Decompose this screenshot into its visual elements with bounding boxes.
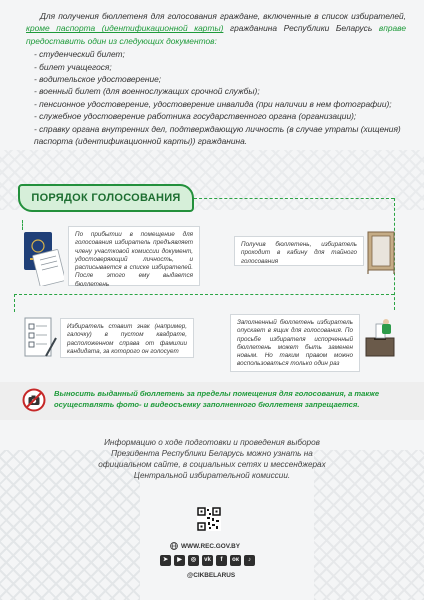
list-item: - пенсионное удостоверение, удостоверение инвалида (при наличии в нем фотографии); [34, 98, 392, 109]
globe-icon [170, 542, 178, 550]
intro-text-c: гражданина Республики Беларусь [229, 23, 373, 34]
step-2-text: Получив бюллетень, избиратель проходит в кабину для тайного голосования [234, 236, 364, 266]
section-title: ПОРЯДОК ГОЛОСОВАНИЯ [18, 184, 194, 212]
flow-connector [14, 294, 15, 312]
list-item: - справку органа внутренних дел, подтверждающую личность (в случае утраты (хищения) паспорта (идентификационной карты)) гражданина. [34, 123, 401, 147]
list-item: - водительское удостоверение; [34, 74, 162, 85]
warning-text: Выносить выданный бюллетень за пределы помещения для голосования, а также осуществлять фото- и видеосъемку заполненного бюллетеня запрещается. [54, 389, 380, 409]
list-item: - военный билет (для военнослужащих срочной службы); [34, 86, 260, 97]
intro-text-a: Для получения бюллетеня для голосования граждане, включенные в список избирателей, [40, 11, 406, 21]
list-item: - служебное удостоверение работника государственного органа (организации); [34, 111, 357, 122]
ornament-right [314, 450, 424, 600]
intro-text-passport: кроме паспорта (идентификационной карты) [26, 23, 224, 34]
no-camera-icon [22, 388, 46, 412]
qr-code-icon[interactable] [197, 507, 221, 531]
ballot-checklist-icon [22, 316, 58, 360]
intro-paragraph [26, 10, 406, 47]
social-links [160, 555, 255, 567]
intro-text-highlight: вправе предоставить один из следующих документов: [26, 23, 406, 46]
website-link[interactable] [170, 541, 260, 551]
voting-booth-icon [366, 230, 396, 274]
ballot-box-icon [362, 318, 398, 360]
facebook-icon[interactable]: f [216, 555, 227, 566]
intro-text-block [26, 10, 406, 147]
website-label: WWW.REC.GOV.BY [181, 542, 241, 550]
info-text: Информацию о ходе подготовки и проведения выборов Президента Республики Беларусь можно узнать на официальном сайте, в социальных сетях и мессенджерах Центральной избирательной комиссии. [98, 438, 326, 480]
youtube-icon[interactable]: ▶ [174, 555, 185, 566]
step-4-text: Заполненный бюллетень избиратель опускает в ящик для голосования. По просьбе избирателя испорченный бюллетень может быть заменен новым. Но таким правом можно воспользоваться только один раз [230, 314, 360, 372]
tiktok-icon[interactable]: ♪ [244, 555, 255, 566]
social-handle[interactable]: @CIKBELARUS [187, 572, 236, 579]
list-item: - студенческий билет; [34, 49, 125, 60]
step-3-text: Избиратель ставит знак (например, галочку) в пустом квадрате, расположенном справа от фамилии кандидата, за которого он голосует [60, 318, 194, 358]
flow-connector [194, 198, 394, 199]
instagram-icon[interactable]: ◎ [188, 555, 199, 566]
odnoklassniki-icon[interactable]: ок [230, 555, 241, 566]
passport-illustration [22, 228, 64, 286]
vk-icon[interactable]: vk [202, 555, 213, 566]
flow-connector [14, 294, 394, 295]
step-1-text: По прибытии в помещение для голосования избиратель предъявляет члену участковой комиссии документ, удостоверяющий личность, и расписывается в списке избирателей. После этого ему выдается бюллетень [68, 226, 200, 286]
telegram-icon[interactable]: ➤ [160, 555, 171, 566]
documents-list [26, 48, 406, 147]
list-item: - билет учащегося; [34, 61, 112, 72]
